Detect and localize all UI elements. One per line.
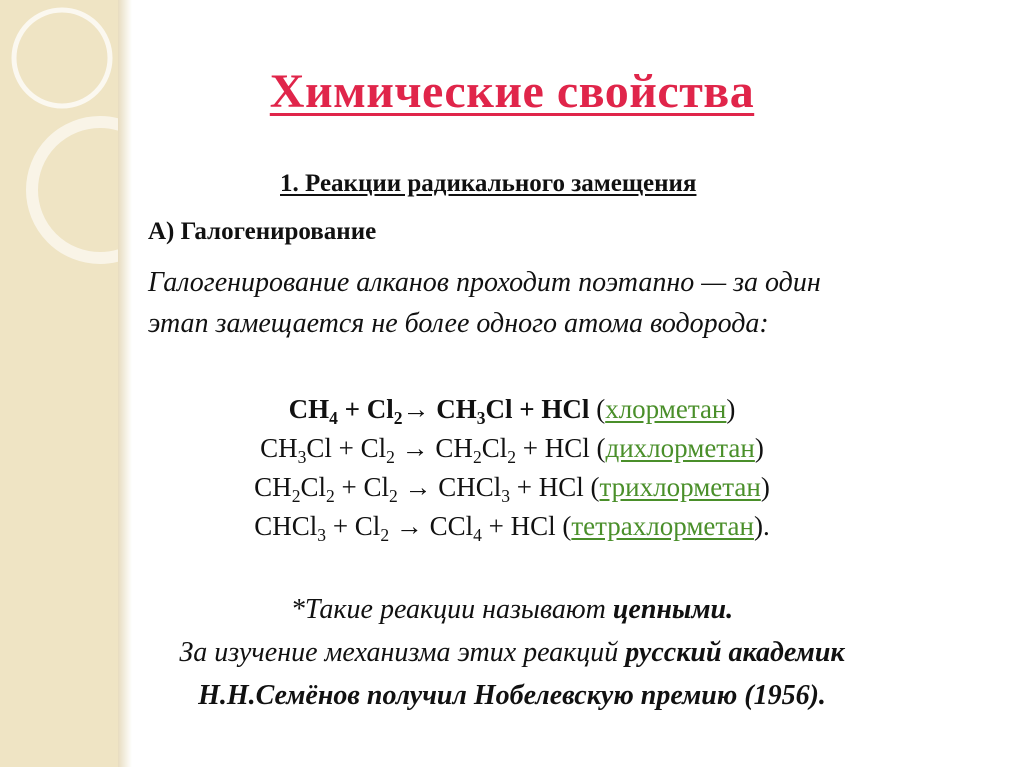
link-tetrachloromethane[interactable]: тетрахлорметан <box>571 511 754 541</box>
description-paragraph: Галогенирование алканов проходит поэтапно — за один этап замещается не более одного атома водорода: <box>148 267 821 339</box>
note-line-1: *Такие реакции называют цепными. <box>290 594 734 625</box>
equation-4: CHCl$_3$ + $Cl_2 \to CCl_4$ + HCl (тетрахлорметан). <box>254 511 770 546</box>
note-line-3: Н.Н.Семёнов получил Нобелевскую премию (1956). <box>198 680 826 711</box>
link-trichloromethane[interactable]: трихлорметан <box>599 472 761 502</box>
subsection-heading: А) Галогенирование <box>148 218 377 245</box>
equation-2: $CH_3Cl + Cl_2 \to CH_2Cl_2$ + HCl (дихлорметан) <box>260 433 764 468</box>
equation-3: $CH_2Cl_2 + Cl_2$ → CHCl$_3$ + HCl (трихлорметан) <box>254 472 770 507</box>
equation-1: $CH_4 + Cl_2\to CH_3Cl$ + HCl (хлорметан) <box>288 394 736 429</box>
link-chloromethane[interactable]: хлорметан <box>605 394 727 424</box>
note-line-2: За изучение механизма этих реакций русский академик <box>179 637 845 668</box>
slide-title: Химические свойства <box>269 65 755 118</box>
link-dichloromethane[interactable]: дихлорметан <box>605 433 755 463</box>
section-heading: 1. Реакции радикального замещения <box>280 170 697 197</box>
